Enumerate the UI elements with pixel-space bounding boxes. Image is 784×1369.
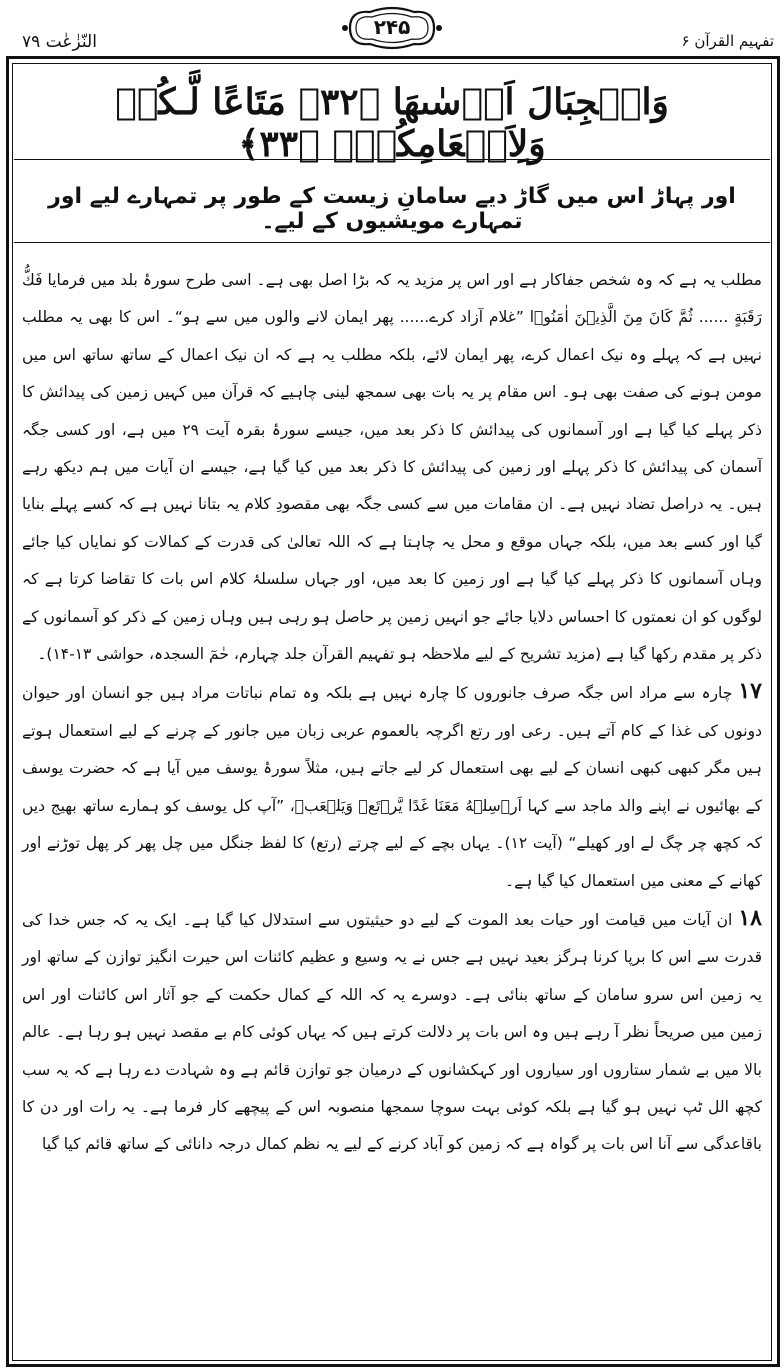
page-number-cartouche (340, 6, 444, 50)
ayah-arabic-text: وَالۡجِبَالَ اَرۡسٰىهَا ﴿۳۲﴾ مَتَاعًا لَّـكُمۡ وَلِاَنۡعَامِكُمۡؕ ﴿۳۳﴾ (115, 81, 669, 165)
commentary-paragraph: مطلب یہ ہے کہ وہ شخص جفاکار ہے اور اس پر مزید یہ کہ بڑا اصل بھی ہے۔ اسی طرح سورۂ بلد میں فرمایا فَكُّ رَقَبَةٍ ...... ثُمَّ كَانَ مِنَ الَّذِيۡنَ اٰمَنُوۡا ”غلام آزاد کرے...... پھر ایمان لانے والوں میں سے ہو“۔ اس کا بھی یہ مطلب نہیں ہے کہ پہلے وہ نیک اعمال کرے، پھر ایمان لائے، بلکہ مطلب یہ ہے کہ ان نیک اعمال کے ساتھ ساتھ اس میں مومن ہونے کی صفت بھی ہو۔ اس مقام پر یہ بات بھی سمجھ لینی چاہیے کہ قرآن میں کہیں زمین کی پیدائش کا ذکر پہلے کیا گیا ہے اور آسمانوں کی پیدائش کا ذکر بعد میں، جیسے سورۂ بقرہ آیت ۲۹ میں ہے، اور کسی جگہ آسمان کی پیدائش کا ذکر پہلے اور زمین کی پیدائش کا ذکر بعد میں کیا گیا ہے، جیسے ان آیات میں ہم دیکھ رہے ہیں۔ یہ دراصل تضاد نہیں ہے۔ ان مقامات میں سے کسی جگہ بھی مقصودِ کلام یہ بتانا نہیں ہے کہ کسے پہلے بنایا گیا اور کسے بعد میں، بلکہ جہاں موقع و محل یہ چاہتا ہے کہ اللہ تعالیٰ کی قدرت کے کمالات کو نمایاں کیا جائے وہاں آسمانوں کا ذکر پہلے کیا گیا ہے اور زمین کا بعد میں، اور جہاں سلسلۂ کلام اس بات کا تقاضا کرتا ہے کہ لوگوں کو ان نعمتوں کا احساس دلایا جائے جو انہیں زمین پر حاصل ہو رہی ہیں وہاں زمین کے ذکر کو آسمانوں کے ذکر پر مقدم رکھا گیا ہے (مزید تشریح کے لیے ملاحظہ ہو تفہیم القرآن جلد چہارم، حٰمٓ السجدہ، حواشی ۱۳-۱۴)۔ (22, 271, 762, 664)
page-number: ۲۴۵ (373, 15, 411, 39)
surah-running-title: النّزٰعٰت ۷۹ (22, 32, 97, 52)
urdu-translation: اور پہاڑ اس میں گاڑ دیے سامانِ زیست کے طور پر تمہارے لیے اور تمہارے مویشیوں کے لیے۔ (48, 184, 736, 234)
ayah-section (14, 67, 770, 165)
translation-section (14, 160, 770, 243)
footnote-text: چارہ سے مراد اس جگہ صرف جانوروں کا چارہ نہیں ہے بلکہ وہ تمام نباتات مراد ہیں جو انسان اور حیوان دونوں کی غذا کے کام آتے ہیں۔ رعی اور رتع اگرچہ بالعموم عربی زبان میں جانور کے چرنے کے لیے استعمال ہوتے ہیں مگر کبھی کبھی انسان کے لیے بھی استعمال کر لیے جاتے ہیں، مثلاً سورۂ یوسف میں آیا ہے کہ حضرت یوسف کے بھائیوں نے اپنے والد ماجد سے کہا اَرۡسِلۡهُ مَعَنَا غَدًا يَّرۡتَعۡ وَيَلۡعَبۡ، ”آپ کل یوسف کو ہمارے ساتھ بھیج دیں کہ کچھ چر چگ لے اور کھیلے“ (آیت ۱۲)۔ یہاں بچے کے لیے چرتے (رتع) کا لفظ جنگل میں چل پھر کر پھل توڑنے اور کھانے کے معنی میں استعمال کیا گیا ہے۔ (22, 684, 762, 890)
footnote-text: ان آیات میں قیامت اور حیات بعد الموت کے لیے دو حیثیتوں سے استدلال کیا گیا ہے۔ ایک یہ کہ جس خدا کی قدرت سے اس کا برپا کرنا ہرگز بعید نہیں ہے جس نے یہ وسیع و عظیم کائنات اس حیرت انگیز توازن کے ساتھ اور یہ زمین اس سرو سامان کے ساتھ بنائی ہے۔ دوسرے یہ کہ اللہ کے کمال حکمت کے جو آثار اس کائنات اور اس زمین میں صریحاً نظر آ رہے ہیں وہ اس بات پر دلالت کرتے ہیں کہ یہاں کوئی کام بے مقصد نہیں ہو رہا ہے۔ عالم بالا میں بے شمار ستاروں اور سیاروں اور کہکشانوں کے درمیان جو توازن قائم ہے وہ شہادت دے رہا ہے کہ یہ سب کچھ الل ٹپ نہیں ہو گیا ہے بلکہ کوئی بہت سوچا سمجھا منصوبہ اس کے پیچھے کار فرما ہے۔ یہ رات اور دن کا باقاعدگی سے آنا اس بات پر گواہ ہے کہ زمین کو آباد کرنے کے لیے یہ نظم کمال درجہ دانائی کے ساتھ قائم کیا گیا (22, 910, 762, 1154)
footnote-17 (22, 673, 762, 899)
footnote-number: ۱۸ (738, 904, 762, 931)
book-running-title: تفہیم القرآن ۶ (681, 32, 774, 50)
page-header (0, 4, 784, 56)
footnote-18 (22, 900, 762, 1164)
commentary-body (22, 262, 762, 1164)
footnote-number: ۱۷ (738, 678, 762, 705)
